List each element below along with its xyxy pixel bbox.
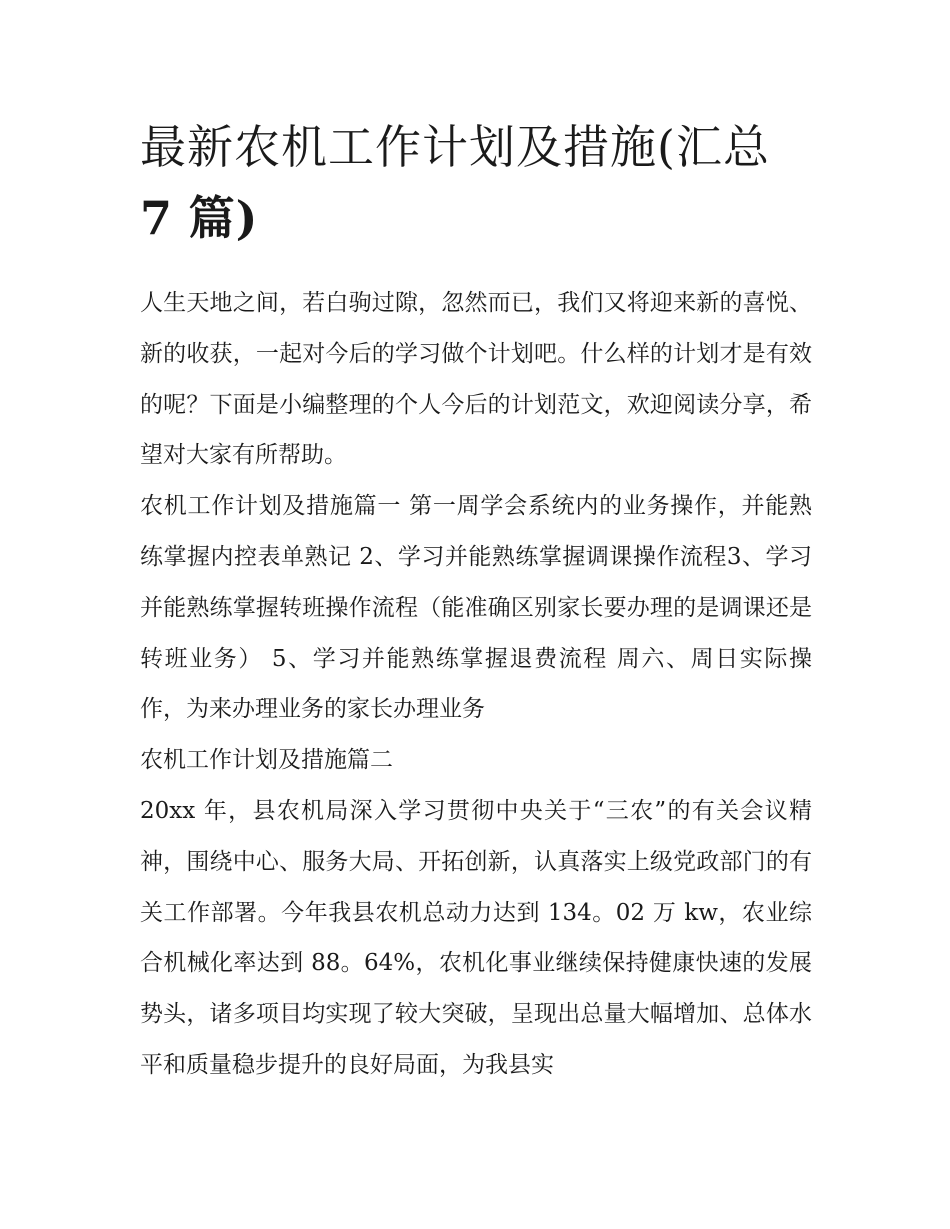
section-1-paragraph: 农机工作计划及措施篇一 第一周学会系统内的业务操作，并能熟练掌握内控表单熟记 2、学习并能熟练掌握调课操作流程3、学习并能熟练掌握转班操作流程（能准确区别家长要办理的是调课还是转班业务） 5、学习并能熟练掌握退费流程 周六、周日实际操作，为来办理业务的家长办理业务 (140, 493, 812, 723)
document-body (140, 278, 812, 1091)
title-number: 7 (140, 191, 174, 245)
title-line-2: 篇) (188, 191, 259, 245)
intro-paragraph: 人生天地之间，若白驹过隙，忽然而已，我们又将迎来新的喜悦、新的收获，一起对今后的学习做个计划吧。什么样的计划才是有效的呢？下面是小编整理的个人今后的计划范文，欢迎阅读分享，希望对大家有所帮助。 (140, 290, 812, 469)
section-2-heading: 农机工作计划及措施篇二 (140, 747, 393, 774)
document-title (140, 112, 830, 254)
section-2-paragraph: 20xx 年，县农机局深入学习贯彻中央关于“三农”的有关会议精神，围绕中心、服务大局、开拓创新，认真落实上级党政部门的有关工作部署。今年我县农机总动力达到 134。02 万 kw，农业综合机械化率达到 88。64%，农机化事业继续保持健康快速的发展势头，诸多项目均实现了较大突破，呈现出总量大幅增加、总体水平和质量稳步提升的良好局面，为我县实 (140, 797, 812, 1078)
title-line-1: 最新农机工作计划及措施(汇总 (140, 120, 770, 174)
